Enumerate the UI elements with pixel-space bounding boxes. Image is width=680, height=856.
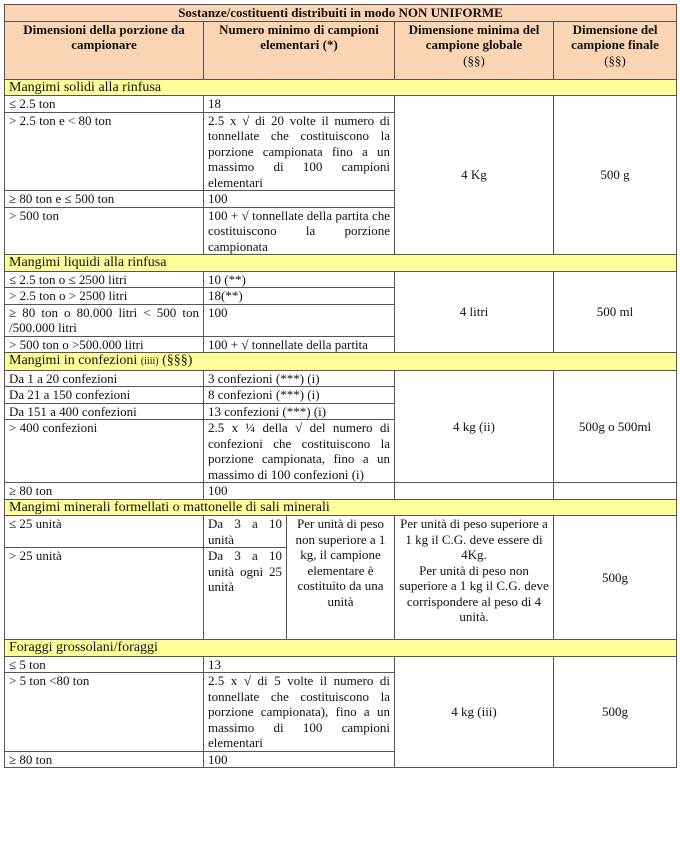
global-line2: Per unità di peso non superiore a 1 kg il C.G. deve corrispondere al peso di 4 unità.	[399, 562, 549, 624]
size-cell: > 2.5 ton o > 2500 litri	[5, 288, 204, 305]
final-cell-empty	[554, 483, 677, 500]
num-cell: 13 confezioni (***) (i)	[204, 403, 395, 420]
size-cell: > 400 confezioni	[5, 420, 204, 483]
section-confezioni	[5, 353, 677, 371]
num-cell: 18	[204, 96, 395, 113]
size-cell: > 25 unità	[5, 548, 204, 640]
table-row	[5, 96, 677, 113]
final-cell: 500 ml	[554, 271, 677, 353]
size-cell: > 500 ton o >500.000 litri	[5, 336, 204, 353]
num-cell: 100	[204, 483, 395, 500]
section-row	[5, 255, 677, 272]
header-global-label: Dimensione minima del campione globale	[408, 21, 540, 52]
table-row	[5, 370, 677, 387]
num-cell: 2.5 x ¼ della √ del numero di confezioni che costituiscono la porzione campionata, fino a un massimo di 100 confezioni (i)	[204, 420, 395, 483]
global-cell: 4 Kg	[395, 96, 554, 255]
global-cell: 4 litri	[395, 271, 554, 353]
num-cell: 100	[204, 751, 395, 768]
global-cell	[395, 516, 554, 640]
section-row	[5, 353, 677, 371]
header-final-note: (§§)	[604, 52, 626, 68]
size-cell: Da 151 a 400 confezioni	[5, 403, 204, 420]
num-cell: 100	[204, 191, 395, 208]
num-cell: 8 confezioni (***) (i)	[204, 387, 395, 404]
header-final-label: Dimensione del campione finale	[571, 21, 659, 52]
final-cell: 500 g	[554, 96, 677, 255]
header-row	[5, 21, 677, 79]
header-size: Dimensioni della porzione da campionare	[5, 21, 204, 79]
header-num: Numero minimo di campioni elementari (*)	[204, 21, 395, 79]
num-cell: 100 + √ tonnellate della partita che costituiscono la porzione campionata	[204, 207, 395, 255]
header-final	[554, 21, 677, 79]
size-cell: ≥ 80 ton	[5, 483, 204, 500]
section-row	[5, 640, 677, 657]
num-cell: 100	[204, 304, 395, 336]
size-cell: > 5 ton <80 ton	[5, 673, 204, 752]
elem-note-cell: Per unità di peso non superiore a 1 kg, il campione elementare è costituito da una unità	[287, 516, 395, 640]
num-cell: 2.5 x √ di 20 volte il numero di tonnellate che costituiscono la porzione campionata fino a un massimo di 100 campioni elementari	[204, 112, 395, 191]
section-liquidi: Mangimi liquidi alla rinfusa	[5, 255, 677, 272]
global-cell-empty	[395, 483, 554, 500]
num-cell: Da 3 a 10 unità ogni 25 unità	[204, 548, 287, 640]
size-cell: ≥ 80 ton e ≤ 500 ton	[5, 191, 204, 208]
final-cell: 500g o 500ml	[554, 370, 677, 483]
table-title: Sostanze/costituenti distribuiti in modo NON UNIFORME	[5, 5, 677, 22]
section-confezioni-note1: (iiii)	[140, 356, 159, 367]
section-confezioni-note2: (§§§)	[162, 353, 193, 368]
final-cell: 500g	[554, 656, 677, 768]
size-cell: ≤ 2.5 ton	[5, 96, 204, 113]
table-row	[5, 483, 677, 500]
section-minerali: Mangimi minerali formellati o mattonelle di sali minerali	[5, 499, 677, 516]
size-cell: ≤ 5 ton	[5, 656, 204, 673]
section-solidi: Mangimi solidi alla rinfusa	[5, 79, 677, 96]
num-cell: 10 (**)	[204, 271, 395, 288]
header-global-note: (§§)	[463, 52, 485, 68]
size-cell: Da 21 a 150 confezioni	[5, 387, 204, 404]
size-cell: ≤ 2.5 ton o ≤ 2500 litri	[5, 271, 204, 288]
table-row	[5, 516, 677, 548]
section-foraggi: Foraggi grossolani/foraggi	[5, 640, 677, 657]
final-cell: 500g	[554, 516, 677, 640]
table-row	[5, 271, 677, 288]
num-cell: Da 3 a 10 unità	[204, 516, 287, 548]
global-line1: Per unità di peso superiore a 1 kg il C.G. deve essere di 4Kg.	[400, 516, 548, 562]
section-confezioni-label: Mangimi in confezioni	[9, 353, 138, 368]
size-cell: > 500 ton	[5, 207, 204, 255]
num-cell: 13	[204, 656, 395, 673]
header-global	[395, 21, 554, 79]
table-row	[5, 656, 677, 673]
num-cell: 100 + √ tonnellate della partita	[204, 336, 395, 353]
sampling-table	[4, 4, 677, 768]
num-cell: 3 confezioni (***) (i)	[204, 370, 395, 387]
size-cell: > 2.5 ton e < 80 ton	[5, 112, 204, 191]
section-row	[5, 79, 677, 96]
global-cell: 4 kg (ii)	[395, 370, 554, 483]
title-row	[5, 5, 677, 22]
num-cell: 18(**)	[204, 288, 395, 305]
global-cell: 4 kg (iii)	[395, 656, 554, 768]
section-row	[5, 499, 677, 516]
size-cell: ≥ 80 ton o 80.000 litri < 500 ton /500.000 litri	[5, 304, 204, 336]
num-cell: 2.5 x √ di 5 volte il numero di tonnellate che costituiscono la porzione campionata), fino a un massimo di 100 campioni elementari	[204, 673, 395, 752]
size-cell: ≤ 25 unità	[5, 516, 204, 548]
size-cell: Da 1 a 20 confezioni	[5, 370, 204, 387]
size-cell: ≥ 80 ton	[5, 751, 204, 768]
